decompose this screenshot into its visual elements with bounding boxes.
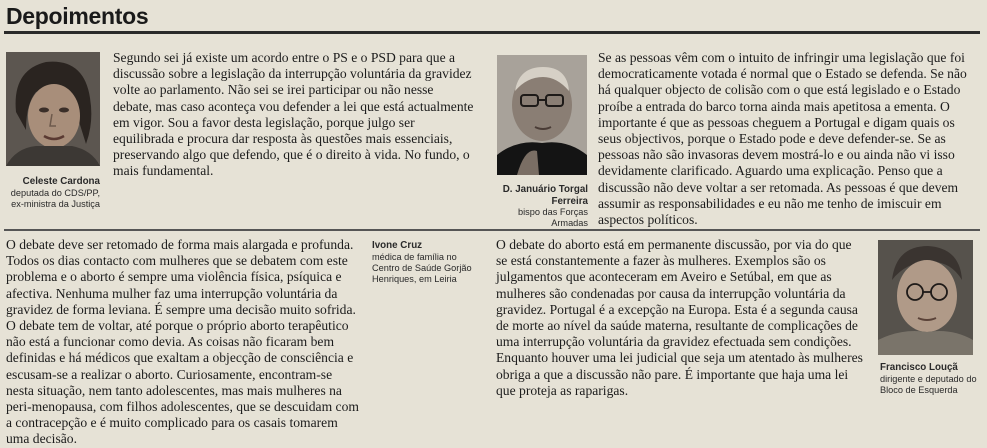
author-role: dirigente e deputado do Bloco de Esquerda bbox=[880, 373, 977, 395]
title-rule bbox=[4, 31, 980, 34]
photo-celeste-cardona bbox=[6, 52, 100, 166]
author-role: deputada do CDS/PP, ex-ministra da Justiça bbox=[10, 187, 100, 209]
quote-francisco-louca: O debate do aborto está em permanente discussão, por via do que se está constantemente a fazer às mulheres. Exemplos são os julgamentos que aconteceram em Aveiro e Setúbal, em que as mulheres são condenadas por causa da interrupção voluntária da gravidez. Portugal é a excepção na Europa. Esta é a segunda causa de morte ao nível da saúde materna, resultante de complicações de uma interrupção voluntária da gravidez efectuada sem condições. Enquanto houver uma lei judicial que seja um atentado às mulheres obriga a que a discussão não pare. É importante que haja uma lei que proteja as raparigas. bbox=[496, 237, 863, 398]
caption-francisco-louca bbox=[880, 362, 980, 396]
section-title: Depoimentos bbox=[6, 3, 149, 29]
quote-ivone-cruz: O debate deve ser retomado de forma mais alargada e profunda. Todos os dias contacto com mulheres que se debatem com este problema e o aborto é sempre uma violência física, psíquica e afectiva. Nenhuma mulher faz uma interrupção voluntária da gravidez de forma leviana. É sempre uma decisão muito sofrida. O debate tem de voltar, até porque o próprio aborto terapêutico não está a funcionar como devia. As coisas não ficaram bem definidas e há médicos que exaltam a objecção de consciência e escusam-se a realizar o aborto. Curiosamente, encontram-se nesta situação, nem tanto adolescentes, mas mais mulheres na peri-menopausa, com filhos adolescentes, que se descuidam com a contracepção e é muito complicado para os casais tomarem uma decisão. bbox=[6, 237, 359, 447]
author-role: médica de família no Centro de Saúde Gorjão Henriques, em Leiria bbox=[372, 251, 472, 284]
caption-ivone-cruz bbox=[372, 240, 480, 285]
author-name: Ivone Cruz bbox=[372, 240, 423, 251]
caption-celeste-cardona bbox=[4, 176, 100, 210]
portrait-bishop-icon bbox=[497, 55, 587, 175]
photo-januario-torgal-ferreira bbox=[497, 55, 587, 175]
author-role: bispo das Forças Armadas bbox=[518, 207, 588, 228]
photo-francisco-louca bbox=[878, 240, 973, 355]
portrait-man-glasses-icon bbox=[878, 240, 973, 355]
row-divider bbox=[4, 229, 980, 231]
author-name: Celeste Cardona bbox=[22, 176, 100, 187]
portrait-woman-icon bbox=[6, 52, 100, 166]
quote-celeste-cardona: Segundo sei já existe um acordo entre o PS e o PSD para que a discussão sobre a legislação da interrupção voluntária da gravidez volte ao parlamento. Não sei se irei participar ou não nesse debate, mas caso aconteça vou defender a lei que está actualmente em vigor. Sou a favor desta legislação, porque julgo ser equilibrada e procura dar resposta às questões mais essenciais, preservando algo que defendo, que é o direito à vida. No fundo, o mais fundamental. bbox=[113, 50, 474, 179]
caption-januario-torgal-ferreira bbox=[480, 184, 588, 229]
quote-januario-torgal-ferreira: Se as pessoas vêm com o intuito de infringir uma legislação que foi democraticamente votada é normal que o Estado se defenda. Se não há qualquer objecto de colisão com o que está legislado e o Estado proíbe a entrada do barco torna ainda mais apetitosa a ementa. O importante é que as pessoas cheguem a Portugal e digam quais os seus objectivos, porque o Estado pode e deve defender-se. Se as pessoas não são invasoras devem mostrá-lo e ou ainda não vi isso devidamente clarificado. Aguardo uma explicação. Penso que a discussão não deve voltar a ser retomada. As pessoas é que devem assumir as responsabilidades e eu não me tenho de imiscuir em aspectos políticos. bbox=[598, 50, 967, 228]
author-name: Francisco Louçã bbox=[880, 362, 958, 373]
author-name: D. Januário Torgal Ferreira bbox=[502, 184, 588, 207]
